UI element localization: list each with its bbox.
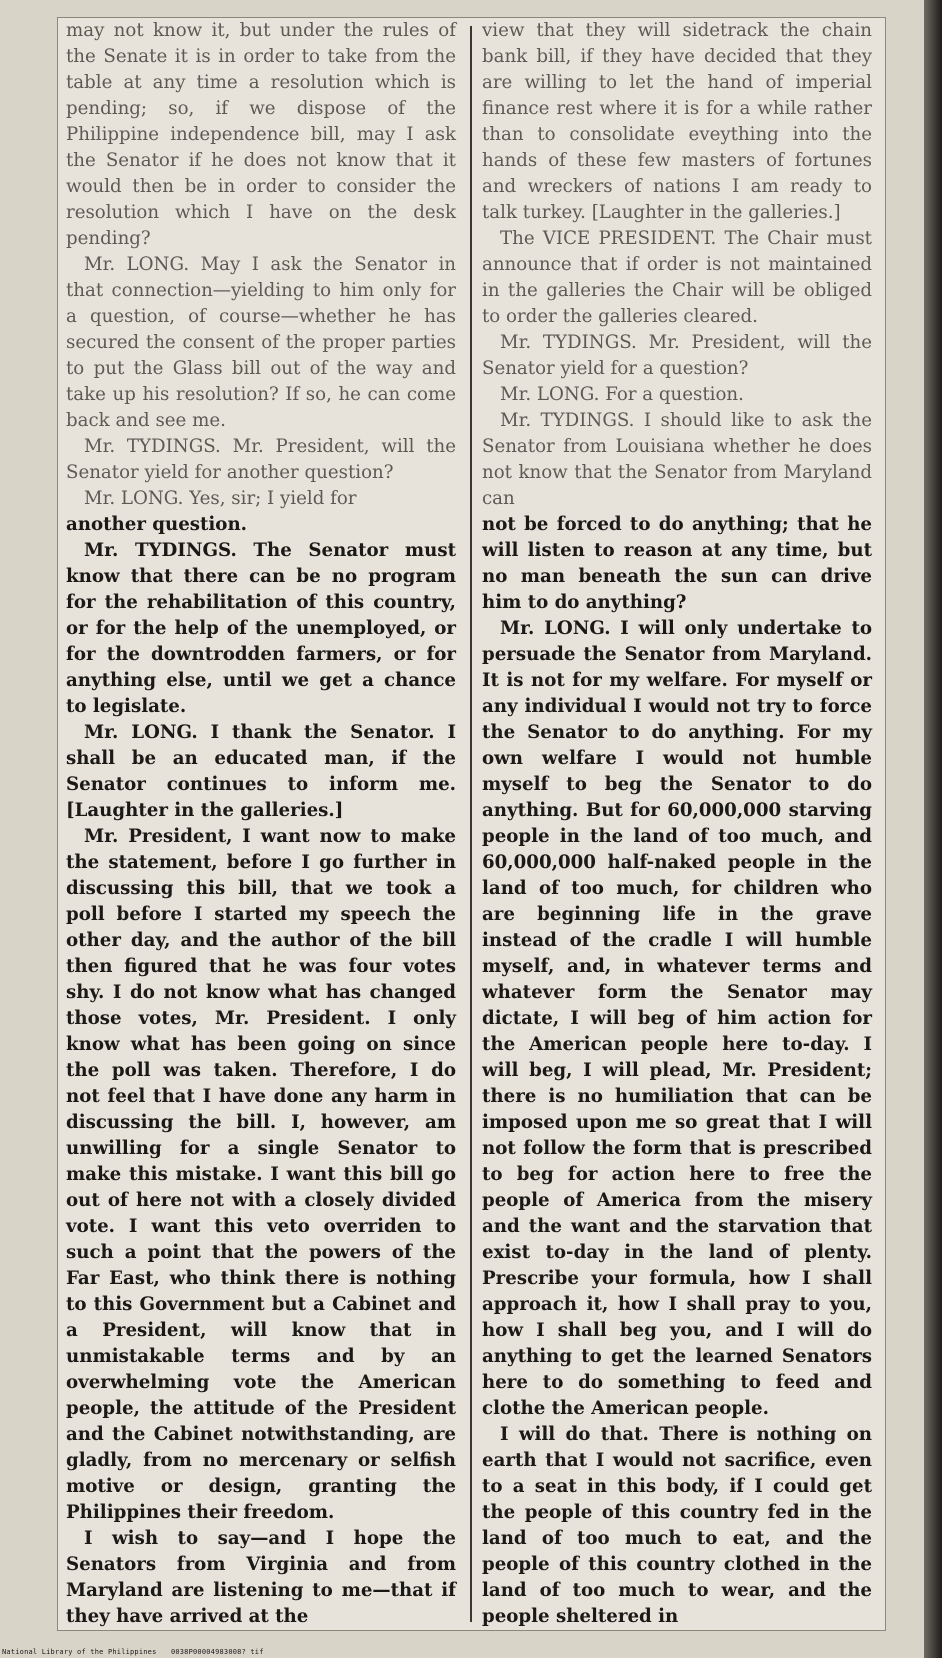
paragraph-right-1: view that they will sidetrack the chain bank bill, if they have decided that they are willing to let the hand of imperial finance rest where it is for a while rather than to consolidate eveything into the hands of these few masters of fortunes and wreckers of nations I am ready to talk turkey. [Laughter in the galleries.] [482,20,872,223]
paragraph-right-2: The VICE PRESIDENT. The Chair must announce that if order is not maintained in the galleries the Chair will be obliged to order the galleries cleared. [482,228,872,327]
paragraph-left-9: I wish to say—and I hope the Senators from Virginia and from Maryland are listening to me—that if they have arrived at the [66,1528,456,1627]
left-column [66,18,456,1630]
scan-footer [2,1648,274,1656]
paragraph-left-3: Mr. TYDINGS. Mr. President, will the Senator yield for another question? [66,436,456,483]
footer-library: National Library of the Philippines [2,1648,157,1656]
right-column [482,18,872,1630]
paragraph-right-4: Mr. LONG. For a question. [500,384,744,405]
paragraph-left-8: Mr. President, I want now to make the statement, before I go further in discussing this bill, that we took a poll before I started my speech the other day, and the author of the bill then figured that he was four votes shy. I do not know what has changed those votes, Mr. President. I only know what has been going on since the poll was taken. Therefore, I do not feel that I have done any harm in discussing the bill. I, however, am unwilling for a single Senator to make this mistake. I want this bill go out of here not with a closely divided vote. I want this veto overriden to such a point that the powers of the Far East, who think there is nothing to this Government but a Cabinet and a President, will know that in unmistakable terms and by an overwhelming vote the American people, the attitude of the President and the Cabinet notwithstanding, are gladly, from no mercenary or selfish motive or design, granting the Philippines their freedom. [66,826,456,1523]
paragraph-right-6: not be forced to do anything; that he will listen to reason at any time, but no man beneath the sun can drive him to do anything? [482,514,872,613]
paragraph-right-3: Mr. TYDINGS. Mr. President, will the Senator yield for a question? [482,332,872,379]
paragraph-left-6: Mr. TYDINGS. The Senator must know that there can be no program for the rehabilitation of this country, or for the help of the unemployed, or for the downtrodden farmers, or for anything else, until we get a chance to legislate. [66,540,456,717]
paragraph-left-5: another question. [66,514,247,535]
footer-filename: 0038P00004983008? tif [170,1648,264,1656]
paragraph-right-7: Mr. LONG. I will only undertake to persuade the Senator from Maryland. It is not for my welfare. For myself or any individual I would not try to force the Senator to do anything. For my own welfare I would not humble myself to beg the Senator to do anything. But for 60,000,000 starving people in the land of too much, and 60,000,000 half-naked people in the land of too much, for children who are beginning life in the grave instead of the cradle I will humble myself, and, in whatever terms and whatever form the Senator may dictate, I will beg of him action for the American people here to-day. I will beg, I will plead, Mr. President; there is no humiliation that can be imposed upon me so great that I will not follow the form that is prescribed to beg for action here to free the people of America from the misery and the want and the starvation that exist to-day in the land of plenty. Prescribe your formula, how I shall approach it, how I shall pray to you, how I shall beg you, and I will do anything to get the learned Senators here to do something to feed and clothe the American people. [482,618,872,1419]
newspaper-clipping [58,18,885,1630]
paragraph-left-7: Mr. LONG. I thank the Senator. I shall be an educated man, if the Senator continues to inform me. [Laughter in the galleries.] [66,722,456,821]
column-divider [470,26,472,1622]
paragraph-left-1: may not know it, but under the rules of the Senate it is in order to take from the table at any time a resolution which is pending; so, if we dispose of the Philippine independence bill, may I ask the Senator if he does not know that it would then be in order to consider the resolution which I have on the desk pending? [66,20,456,249]
scanner-edge [924,0,942,1658]
paragraph-left-4: Mr. LONG. Yes, sir; I yield for [84,488,357,509]
paragraph-left-2: Mr. LONG. May I ask the Senator in that connection—yielding to him only for a question, of course—whether he has secured the consent of the proper parties to put the Glass bill out of the way and take up his resolution? If so, he can come back and see me. [66,254,456,431]
paragraph-right-8: I will do that. There is nothing on earth that I would not sacrifice, even to a seat in this body, if I could get the people of this country fed in the land of too much to eat, and the people of this country clothed in the land of too much to wear, and the people sheltered in [482,1424,872,1627]
paragraph-right-5: Mr. TYDINGS. I should like to ask the Senator from Louisiana whether he does not know that the Senator from Maryland can [482,410,872,509]
